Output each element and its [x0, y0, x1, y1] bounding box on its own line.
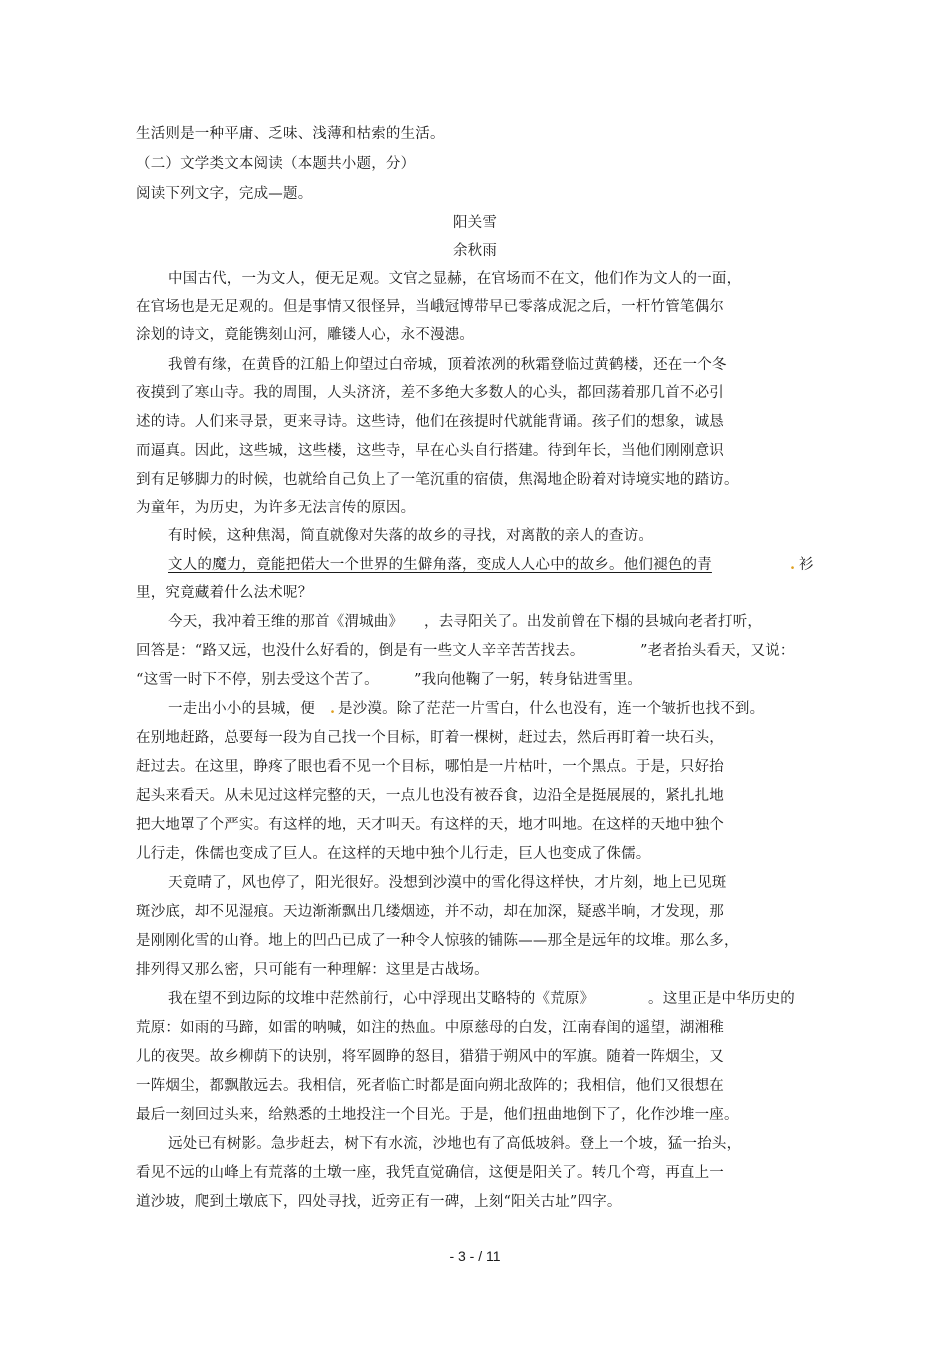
- text-fragment: 衫: [799, 557, 814, 573]
- text-line: 起头来看天。从未见过这样完整的天，一点儿也没有被吞食，边沿全是挺展展的，紧扎扎地: [136, 788, 724, 804]
- text-line: 道沙坡，爬到土墩底下，四处寻找，近旁正有一碑，上刻“阳关古址”四字。: [136, 1194, 622, 1210]
- text-line: 述的诗。人们来寻景，更来寻诗。这些诗，他们在孩提时代就能背诵。孩子们的想象，诚恳: [136, 414, 724, 430]
- text-line: 我在望不到边际的坟堆中茫然前行，心中浮现出艾略特的《荒原》: [168, 991, 595, 1007]
- text-line: 在官场也是无足观的。但是事情又很怪异，当峨冠博带早已零落成泥之后，一杆竹管笔偶尔: [136, 299, 724, 315]
- text-line: 天竟晴了，风也停了，阳光很好。没想到沙漠中的雪化得这样快，才片刻，地上已见斑: [168, 875, 727, 891]
- article-title: 阳关雪: [452, 215, 498, 231]
- text-line: 在别地赶路，总要每一段为自己找一个目标，盯着一棵树，赶过去，然后再盯着一块石头，: [136, 730, 724, 746]
- text-line: 把大地罩了个严实。有这样的地，天才叫天。有这样的天，地才叫地。在这样的天地中独个: [136, 817, 724, 833]
- instruction-line: 阅读下列文字，完成—题。: [136, 186, 313, 202]
- text-line: 到有足够脚力的时候，也就给自己负上了一笔沉重的宿债，焦渴地企盼着对诗境实地的踏访。: [136, 472, 739, 488]
- text-line: 一阵烟尘，都飘散远去。我相信，死者临亡时都是面向朔北敌阵的；我相信，他们又很想在: [136, 1078, 724, 1094]
- section-heading: （二）文学类文本阅读（本题共小题，分）: [136, 156, 416, 172]
- highlight-mark: .: [330, 700, 336, 717]
- text-line: 涂划的诗文，竟能镌刻山河，雕镂人心，永不漫漶。: [136, 327, 475, 343]
- text-line: 有时候，这种焦渴，简直就像对失落的故乡的寻找，对离散的亲人的查访。: [168, 528, 654, 544]
- text-line: 。这里正是中华历史的: [648, 991, 795, 1007]
- text-line: ”我向他鞠了一躬，转身钻进雪里。: [414, 672, 643, 688]
- text-line: 为童年，为历史，为许多无法言传的原因。: [136, 500, 416, 516]
- text-line: 一走出小小的县城，便: [168, 701, 315, 717]
- underlined-sentence: 文人的魔力，竟能把偌大一个世界的生僻角落，变成人人心中的故乡。他们褪色的青: [168, 557, 712, 573]
- text-line: 生活则是一种平庸、乏味、浅薄和枯索的生活。: [136, 126, 445, 142]
- text-line: 儿的夜哭。故乡柳荫下的诀别，将军圆睁的怒目，猎猎于朔风中的军旗。随着一阵烟尘，又: [136, 1049, 724, 1065]
- text-line: 今天，我冲着王维的那首《渭城曲》: [168, 614, 404, 630]
- text-line: 而逼真。因此，这些城，这些楼，这些寺，早在心头自行搭建。待到年长，当他们刚刚意识: [136, 443, 724, 459]
- text-line: 斑沙底，却不见湿痕。天边渐渐飘出几缕烟迹，并不动，却在加深，疑惑半晌，才发现，那: [136, 904, 724, 920]
- highlight-mark: .: [790, 556, 796, 573]
- text-line: ”老者抬头看天，又说：: [640, 643, 795, 659]
- article-author: 余秋雨: [452, 243, 498, 259]
- text-line: 回答是：“路又远，也没什么好看的，倒是有一些文人辛辛苦苦找去。: [136, 643, 585, 659]
- text-line: “这雪一时下不停，别去受这个苦了。: [136, 672, 379, 688]
- text-line: 排列得又那么密，只可能有一种理解：这里是古战场。: [136, 962, 489, 978]
- text-line: 我曾有缘，在黄昏的江船上仰望过白帝城，顶着浓冽的秋霜登临过黄鹤楼，还在一个冬: [168, 357, 727, 373]
- text-line: 是沙漠。除了茫茫一片雪白，什么也没有，连一个皱折也找不到。: [338, 701, 765, 717]
- text-line: 赶过去。在这里，睁疼了眼也看不见一个目标，哪怕是一片枯叶，一个黑点。于是，只好抬: [136, 759, 724, 775]
- text-line: 中国古代，一为文人，便无足观。文官之显赫，在官场而不在文，他们作为文人的一面，: [168, 271, 742, 287]
- page-number: - 3 - / 11: [449, 1248, 501, 1264]
- text-line: 里，究竟藏着什么法术呢？: [136, 585, 313, 601]
- text-line: 看见不远的山峰上有荒落的土墩一座，我凭直觉确信，这便是阳关了。转几个弯，再直上一: [136, 1165, 724, 1181]
- text-line: 最后一刻回过头来，给熟悉的土地投注一个目光。于是，他们扭曲地倒下了，化作沙堆一座。: [136, 1107, 739, 1123]
- text-line: 是刚刚化雪的山脊。地上的凹凸已成了一种令人惊骇的铺陈——那全是远年的坟堆。那么多，: [136, 933, 739, 949]
- text-line: 儿行走，侏儒也变成了巨人。在这样的天地中独个儿行走，巨人也变成了侏儒。: [136, 846, 651, 862]
- text-line: 荒原：如雨的马蹄，如雷的呐喊，如注的热血。中原慈母的白发，江南春闺的遥望，湖湘稚: [136, 1020, 724, 1036]
- text-line: 远处已有树影。急步赶去，树下有水流，沙地也有了高低坡斜。登上一个坡，猛一抬头，: [168, 1136, 742, 1152]
- text-line: 夜摸到了寒山寺。我的周围，人头济济，差不多绝大多数人的心头，都回荡着那几首不必引: [136, 385, 724, 401]
- text-line: ，去寻阳关了。出发前曾在下榻的县城向老者打听，: [424, 614, 763, 630]
